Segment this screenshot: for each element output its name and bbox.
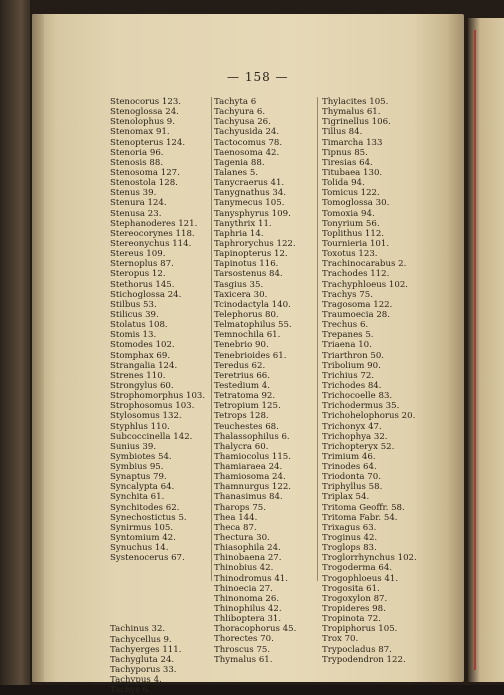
index-entry: Tanymecus 105. xyxy=(214,198,285,209)
index-entry: Tapinopterus 12. xyxy=(214,249,288,260)
index-entry: Tomoglossa 30. xyxy=(322,198,390,209)
index-entry: Tomicus 122. xyxy=(322,188,380,199)
index-entry: Titubaea 130. xyxy=(322,167,383,178)
index-entry: Timarcha 133 xyxy=(322,137,383,148)
index-entry: Tenebrio 90. xyxy=(214,340,269,351)
index-entry: Stereus 109. xyxy=(110,249,166,260)
index-entry: Thamiocolus 115. xyxy=(214,451,292,462)
index-entry: Teuchestes 68. xyxy=(214,421,279,432)
index-entry: Thinodromus 41. xyxy=(214,573,288,584)
index-entry: Tachycellus 9. xyxy=(110,634,172,645)
index-entry: Thylacites 105. xyxy=(322,97,389,107)
index-entry: Tropiphorus 105. xyxy=(322,624,398,635)
index-entry: Thliboptera 31. xyxy=(214,614,282,625)
index-entry: Tropinota 72. xyxy=(322,614,381,625)
index-entry: Subcoccinella 142. xyxy=(110,431,193,442)
index-entry: Thymalus 61. xyxy=(214,654,273,665)
index-entry: Tetropium 125. xyxy=(214,401,281,412)
index-column-2 xyxy=(214,97,296,665)
index-entry: Sternoplus 87. xyxy=(110,259,174,270)
index-entry: Tillus 84. xyxy=(322,127,363,138)
index-entry: Thalycra 60. xyxy=(214,441,269,452)
index-entry: Triplax 54. xyxy=(322,492,370,503)
index-entry: Stenoria 96. xyxy=(110,147,164,158)
index-entry: Trichonyx 47. xyxy=(322,421,382,432)
column-divider xyxy=(317,97,318,581)
index-entry: Teretrius 66. xyxy=(214,370,270,381)
index-entry: Trimium 46. xyxy=(322,451,376,462)
index-entry: Tanygnathus 34. xyxy=(214,188,287,199)
index-entry: Taxicera 30. xyxy=(214,289,268,300)
index-entry: Stenus 39. xyxy=(110,188,157,199)
index-entry: Stenoglossa 24. xyxy=(110,107,179,118)
index-entry: Systenocerus 67. xyxy=(110,553,185,564)
index-entry: Traumoecia 28. xyxy=(322,309,390,320)
index-entry: Tharops 75. xyxy=(214,502,266,513)
index-entry: Stenusa 23. xyxy=(110,208,162,219)
index-entry: Thinonoma 26. xyxy=(214,593,280,604)
page-gutter-shadow xyxy=(32,14,44,682)
index-entry: Thea 144. xyxy=(214,512,258,523)
index-entry: Thalassophilus 6. xyxy=(214,431,290,442)
index-entry: Tournieria 101. xyxy=(322,238,390,249)
index-entry: Tritoma Geoffr. 58. xyxy=(322,502,405,513)
index-entry: Trogoderma 64. xyxy=(322,563,393,574)
index-entry: Taenosoma 42. xyxy=(214,147,280,158)
index-entry: Tragosoma 122. xyxy=(322,299,393,310)
index-entry: Trogophloeus 41. xyxy=(322,573,399,584)
index-entry: Theca 87. xyxy=(214,522,257,533)
margin-red-line xyxy=(474,30,476,670)
index-entry: Trichodes 84. xyxy=(322,380,382,391)
index-entry: Strophosomus 103. xyxy=(110,401,195,412)
index-entry: Steropus 12. xyxy=(110,269,166,280)
index-entry: Stylosomus 132. xyxy=(110,411,182,422)
index-entry: Trinodes 64. xyxy=(322,462,377,473)
index-entry: Sunius 39. xyxy=(110,441,157,452)
index-entry: Synuchus 14. xyxy=(110,543,169,554)
index-entry: Thoracophorus 45. xyxy=(214,624,297,635)
index-entry: Tachyta 6 xyxy=(214,97,257,107)
index-entry: Stomphax 69. xyxy=(110,350,171,361)
index-entry: Tanysphyrus 109. xyxy=(214,208,291,219)
index-entry: Stethorus 145. xyxy=(110,279,175,290)
index-entry: Thinobius 42. xyxy=(214,563,274,574)
index-entry: Tapinotus 116. xyxy=(214,259,279,270)
index-entry: Tanycraerus 41. xyxy=(214,178,285,189)
index-entry: Triodonta 70. xyxy=(322,472,381,483)
index-entry: Trichophya 32. xyxy=(322,431,388,442)
index-entry: Thamnurgus 122. xyxy=(214,482,292,493)
index-entry: Stenostola 128. xyxy=(110,178,178,189)
index-entry: Tachys 6. xyxy=(110,685,151,695)
index-entry: Strophomorphus 103. xyxy=(110,391,206,402)
index-entry: Stereocorynes 118. xyxy=(110,228,195,239)
index-entry: Trechus 6. xyxy=(322,320,369,331)
index-entry: Trox 70. xyxy=(322,634,359,645)
index-entry: Thinoecia 27. xyxy=(214,583,273,594)
index-column-3 xyxy=(322,97,417,665)
index-entry: Stenomax 91. xyxy=(110,127,170,138)
index-entry: Strongylus 60. xyxy=(110,380,174,391)
index-entry: Tonyrium 56. xyxy=(322,218,380,229)
index-entry: Tomoxia 94. xyxy=(322,208,375,219)
index-entry: Thinophilus 42. xyxy=(214,604,282,615)
index-entry: Tachinus 32. xyxy=(110,624,166,635)
index-entry: Thamiaraea 24. xyxy=(214,462,283,473)
index-entry: Talanes 5. xyxy=(214,167,259,178)
index-entry: Telmatophilus 55. xyxy=(214,320,292,331)
index-entry: Tetratoma 92. xyxy=(214,391,276,402)
index-entry: Stomodes 102. xyxy=(110,340,175,351)
index-entry: Trypodendron 122. xyxy=(322,654,406,665)
index-entry: Tasgius 35. xyxy=(214,279,264,290)
index-entry: Thinobaena 27. xyxy=(214,553,282,564)
index-entry: Thectura 30. xyxy=(214,533,270,544)
index-entry: Trichodermus 35. xyxy=(322,401,400,412)
column-divider xyxy=(211,97,212,581)
index-entry: Synchitodes 62. xyxy=(110,502,180,513)
index-entry: Stenocorus 123. xyxy=(110,97,182,107)
index-entry: Styphlus 110. xyxy=(110,421,170,432)
index-entry: Strenes 110. xyxy=(110,370,166,381)
index-entry: Thiasophila 24. xyxy=(214,543,281,554)
index-entry: Stichoglossa 24. xyxy=(110,289,182,300)
index-entry: Tritoma Fabr. 54. xyxy=(322,512,398,523)
index-entry: Telephorus 80. xyxy=(214,309,279,320)
index-entry: Tipnus 85. xyxy=(322,147,368,158)
index-entry: Synaptus 79. xyxy=(110,472,167,483)
index-entry: Thorectes 70. xyxy=(214,634,274,645)
page-number: — 158 — xyxy=(227,70,289,84)
book-left-edge xyxy=(0,0,30,685)
index-entry: Tactocomus 78. xyxy=(214,137,283,148)
index-entry: Tanythrix 11. xyxy=(214,218,272,229)
index-entry: Trogosita 61. xyxy=(322,583,380,594)
index-entry: Testedium 4. xyxy=(214,380,270,391)
index-entry: Stenolophus 9. xyxy=(110,117,175,128)
index-entry: Toxotus 123. xyxy=(322,249,378,260)
index-entry: Strangalia 124. xyxy=(110,360,178,371)
index-entry: Tribolium 90. xyxy=(322,360,381,371)
index-entry: Trichius 72. xyxy=(322,370,375,381)
index-entry: Tarsostenus 84. xyxy=(214,269,283,280)
index-entry: Trichocoelle 83. xyxy=(322,391,393,402)
index-entry: Trichohelophorus 20. xyxy=(322,411,416,422)
index-entry: Tiresias 64. xyxy=(322,157,373,168)
index-entry: Stenura 124. xyxy=(110,198,167,209)
index-entry: Tachygluta 24. xyxy=(110,654,175,665)
index-entry: Stilbus 53. xyxy=(110,299,157,310)
index-entry: Tigrinellus 106. xyxy=(322,117,391,128)
index-entry: Tolida 94. xyxy=(322,178,365,189)
index-entry: Tachyerges 111. xyxy=(110,644,182,655)
index-entry: Taphria 14. xyxy=(214,228,264,239)
index-entry: Tachyura 6. xyxy=(214,107,266,118)
index-entry: Tagenia 88. xyxy=(214,157,265,168)
index-entry: Stereonychus 114. xyxy=(110,238,192,249)
index-entry: Synechostictus 5. xyxy=(110,512,187,523)
index-entry: Trachodes 112. xyxy=(322,269,390,280)
index-entry: Tachypus 4. xyxy=(110,675,162,686)
index-entry: Trachinocarabus 2. xyxy=(322,259,407,270)
index-entry: Trachyphloeus 102. xyxy=(322,279,409,290)
index-entry: Tetrops 128. xyxy=(214,411,269,422)
index-entry: Symbius 95. xyxy=(110,462,164,473)
index-entry: Synchita 61. xyxy=(110,492,165,503)
index-entry: Teredus 62. xyxy=(214,360,266,371)
index-entry: Tropideres 98. xyxy=(322,604,386,615)
index-entry: Taphrorychus 122. xyxy=(214,238,296,249)
index-entry: Triaena 10. xyxy=(322,340,372,351)
index-entry: Trachys 75. xyxy=(322,289,373,300)
index-entry: Thamiosoma 24. xyxy=(214,472,286,483)
index-entry: Stenosoma 127. xyxy=(110,167,180,178)
index-entry: Troglops 83. xyxy=(322,543,377,554)
index-entry: Tachyusa 26. xyxy=(214,117,271,128)
index-entry: Trypocladus 87. xyxy=(322,644,392,655)
index-entry: Symbiotes 54. xyxy=(110,451,172,462)
index-entry: Stilicus 39. xyxy=(110,309,159,320)
index-entry: Stenosis 88. xyxy=(110,157,164,168)
index-entry: Tachyporus 33. xyxy=(110,665,177,676)
index-entry: Stephanoderes 121. xyxy=(110,218,198,229)
index-entry: Stenopterus 124. xyxy=(110,137,186,148)
index-entry: Tcinodactyla 140. xyxy=(214,299,291,310)
index-column-1 xyxy=(110,97,205,695)
index-entry: Thymalus 61. xyxy=(322,107,381,118)
index-entry: Tenebrioides 61. xyxy=(214,350,287,361)
index-entry: Triphyllus 58. xyxy=(322,482,383,493)
index-entry: Thanasimus 84. xyxy=(214,492,283,503)
index-entry: Troginus 42. xyxy=(322,533,378,544)
index-entry: Synirmus 105. xyxy=(110,522,174,533)
index-entry: Triarthron 50. xyxy=(322,350,385,361)
index-entry: Syncalypta 64. xyxy=(110,482,175,493)
index-entry: Temnochila 61. xyxy=(214,330,281,341)
index-entry: Stolatus 108. xyxy=(110,320,168,331)
index-entry: Syntomium 42. xyxy=(110,533,176,544)
index-entry: Stomis 13. xyxy=(110,330,157,341)
index-entry: Troglorrhynchus 102. xyxy=(322,553,417,564)
index-entry: Trepanes 5. xyxy=(322,330,374,341)
section-gap xyxy=(110,563,205,624)
index-entry: Trixagus 63. xyxy=(322,522,377,533)
index-entry: Throscus 75. xyxy=(214,644,271,655)
index-entry: Trogoxylon 87. xyxy=(322,593,388,604)
index-entry: Toplithus 112. xyxy=(322,228,385,239)
index-entry: Tachyusida 24. xyxy=(214,127,280,138)
index-entry: Trichopteryx 52. xyxy=(322,441,395,452)
